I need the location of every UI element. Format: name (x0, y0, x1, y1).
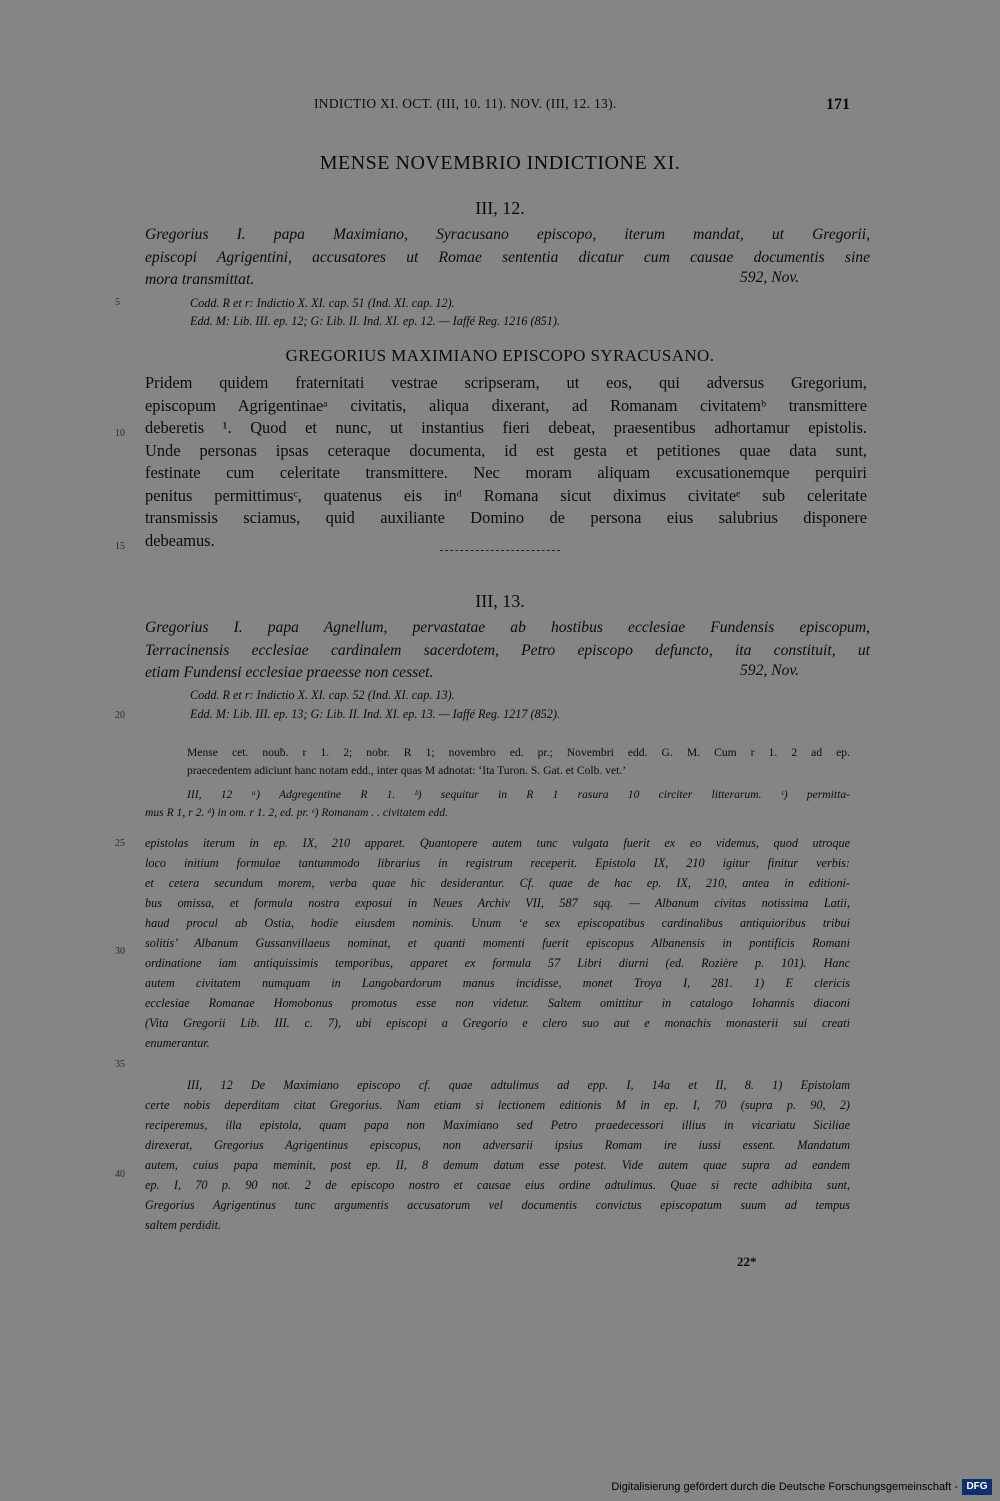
commentary-line: III, 12 De Maximiano episcopo cf. quae adtulimus ad epp. I, 14a et II, 8. 1) Epistolam (187, 1078, 850, 1092)
signature-mark: 22* (737, 1254, 757, 1269)
text-line: debeamus. (145, 530, 215, 550)
letter-text (145, 372, 867, 552)
codices-line: Codd. R et r: Indictio X. XI. cap. 51 (Ind. XI. cap. 12). (190, 296, 455, 310)
regest-line: Gregorius I. papa Maximiano, Syracusano episcopo, iterum mandat, ut Gregorii, (145, 226, 870, 243)
commentary-line: autem civitatem numquam in Langobardorum manus incidisse, monet Troya I, 281. 1) E clericis (145, 976, 850, 990)
critical-apparatus-notes (145, 804, 850, 822)
text-line: Pridem quidem fraternitati vestrae scripseram, ut eos, qui adversus Gregorium, (145, 373, 867, 392)
footer-credit: Digitalisierung gefördert durch die Deutsche Forschungsgemeinschaft - (611, 1481, 958, 1493)
commentary-line: solitis’ Albanum Gussanvillaeus nominat, et quanti momenti fuerit episcopus Albanensis in pontificis Romani (145, 936, 850, 950)
line-number: 20 (115, 710, 125, 721)
critical-apparatus-notes (187, 786, 850, 804)
commentary-line: haud procul ab Ostia, hodie eiusdem nominis. Unum ‘e sex episcopatibus cardinalibus antiquioribus tribui (145, 916, 850, 930)
commentary-line: saltem perdidit. (145, 1218, 222, 1232)
commentary-line: reciperemus, illa epistola, quam papa non Maximiano sed Petro praedecessori illius in vicariatu Siciliae (145, 1118, 850, 1132)
text-line: transmissis sciamus, quid auxiliante Domino de persona eius salubrius disponere (145, 508, 867, 527)
editions-line: Edd. M: Lib. III. ep. 13; G: Lib. II. Ind. XI. ep. 13. — Iaffé Reg. 1217 (852). (190, 707, 560, 721)
dfg-logo: DFG (962, 1479, 992, 1495)
letter-number: III, 12. (475, 198, 525, 218)
commentary-notes (145, 1075, 850, 1235)
commentary-notes (145, 833, 850, 1053)
commentary-line: enumerantur. (145, 1036, 210, 1050)
commentary-line: et cetera secundum morem, verba quae hic desiderantur. Cf. quae de hac ep. IX, 210, antea in editioni- (145, 876, 850, 890)
critical-apparatus (187, 744, 850, 780)
regest-line: etiam Fundensi ecclesiae praeesse non cesset. (145, 664, 434, 681)
apparatus-line: III, 12 ᵃ) Adgregentine R 1. ᵇ) sequitur in R 1 rasura 10 circiter litterarum. ᶜ) permitta- (187, 788, 850, 801)
commentary-line: certe nobis deperditam citat Gregorius. Nam etiam si lectionem editionis M in ep. I, 70 (supra p. 90, 2) (145, 1098, 850, 1112)
regest-line: episcopi Agrigentini, accusatores ut Romae sententia dicatur cum causae documentis sine (145, 248, 870, 266)
letter-date: 592, Nov. (740, 269, 800, 286)
text-line: Unde personas ipsas ceteraque documenta, id est gesta et petitiones quae data sunt, (145, 440, 867, 460)
regest-line: Terracinensis ecclesiae cardinalem sacerdotem, Petro episcopo defuncto, ita constituit, ut (145, 641, 870, 659)
commentary-line: Gregorius Agrigentinus tunc argumentis accusatorum vel documentis convictus episcopatum suum ad tempus (145, 1198, 850, 1212)
line-number: 35 (115, 1059, 125, 1070)
line-number: 15 (115, 541, 125, 552)
commentary-line: bus omissa, et formula nostra exposui in Neues Archiv VII, 587 sqq. — Albanum civitas notissima Latii, (145, 896, 850, 910)
text-line: deberetis ¹. Quod et nunc, ut instantius fieri debeat, praesentibus adhortamur epistolis. (145, 418, 867, 437)
editions-line: Edd. M: Lib. III. ep. 12; G: Lib. II. Ind. XI. ep. 12. — Iaffé Reg. 1216 (851). (190, 314, 560, 328)
apparatus-line: Mense cet. nouḃ. r 1. 2; nobr. R 1; novembro ed. pr.; Novembri edd. G. M. Cum r 1. 2 ad ep. (187, 746, 850, 759)
text-line: penitus permittimusᶜ, quatenus eis inᵈ Romana sicut diximus civitateᵉ sub celeritate (145, 485, 867, 505)
letter-date: 592, Nov. (740, 662, 800, 679)
section-title: MENSE NOVEMBRIO INDICTIONE XI. (319, 152, 681, 174)
regest-line: Gregorius I. papa Agnellum, pervastatae ab hostibus ecclesiae Fundensis episcopum, (145, 619, 870, 636)
commentary-line: ecclesiae Romanae Homobonus promotus esse non videtur. Saltem omittitur in catalogo Iohannis diaconi (145, 996, 850, 1010)
line-number: 40 (115, 1169, 125, 1180)
commentary-line: (Vita Gregorii Lib. III. c. 7), ubi episcopi a Gregorio e clero suo aut e monachis monasterii sui creati (145, 1016, 850, 1030)
apparatus-line: praecedentem adiciunt hanc notam edd., inter quas M adnotat: ‘Ita Turon. S. Gat. et Colb. vet.’ (187, 764, 627, 777)
codices-line: Codd. R et r: Indictio X. XI. cap. 52 (Ind. XI. cap. 13). (190, 688, 455, 702)
commentary-line: ordinatione iam antiquissimis temporibus, apparet ex formula 57 Libri diurni (ed. Rozière p. 101). Hanc (145, 956, 850, 970)
commentary-line: autem, cuius papa meminit, post ep. II, 8 demum datum esse potest. Vide autem quae supra ad eandem (145, 1158, 850, 1172)
commentary-line: epistolas iterum in ep. IX, 210 apparet. Quantopere autem tunc vulgata fuerit ex eo videmus, quod utroque (145, 836, 850, 850)
apparatus-line: mus R 1, r 2. ᵈ) in om. r 1. 2, ed. pr. ᵉ) Romanam . . civitatem edd. (145, 806, 448, 819)
commentary-line: ep. I, 70 p. 90 not. 2 de episcopo nostro et causae eius ordine adtulimus. Quae si recte adhibita sunt, (145, 1178, 850, 1192)
text-line: festinate cum celeritate transmittere. Nec moram aliquam excusationemque perquiri (145, 463, 867, 482)
letter-address: GREGORIUS MAXIMIANO EPISCOPO SYRACUSANO. (285, 346, 715, 365)
regest-line: mora transmittat. (145, 271, 255, 288)
commentary-line: loco initium formulae tantummodo librarius in registrum receperit. Epistola IX, 210 igitur finitur verbis: (145, 856, 850, 870)
line-number: 5 (115, 297, 120, 308)
letter-number: III, 13. (475, 591, 525, 611)
commentary-line: direxerat, Gregorius Agrigentinus episcopus, non adversarii ipsius Romam ire iussi essent. Mandatum (145, 1138, 850, 1152)
page-number: 171 (826, 96, 850, 113)
line-number: 10 (115, 428, 125, 439)
text-line: episcopum Agrigentinaeᵃ civitatis, aliqua dixerant, ad Romanam civitatemᵇ transmittere (145, 395, 867, 415)
running-head-title: INDICTIO XI. OCT. (III, 10. 11). NOV. (III, 12. 13). (314, 96, 617, 111)
line-number: 25 (115, 838, 125, 849)
separator-rule (440, 550, 560, 552)
line-number: 30 (115, 946, 125, 957)
